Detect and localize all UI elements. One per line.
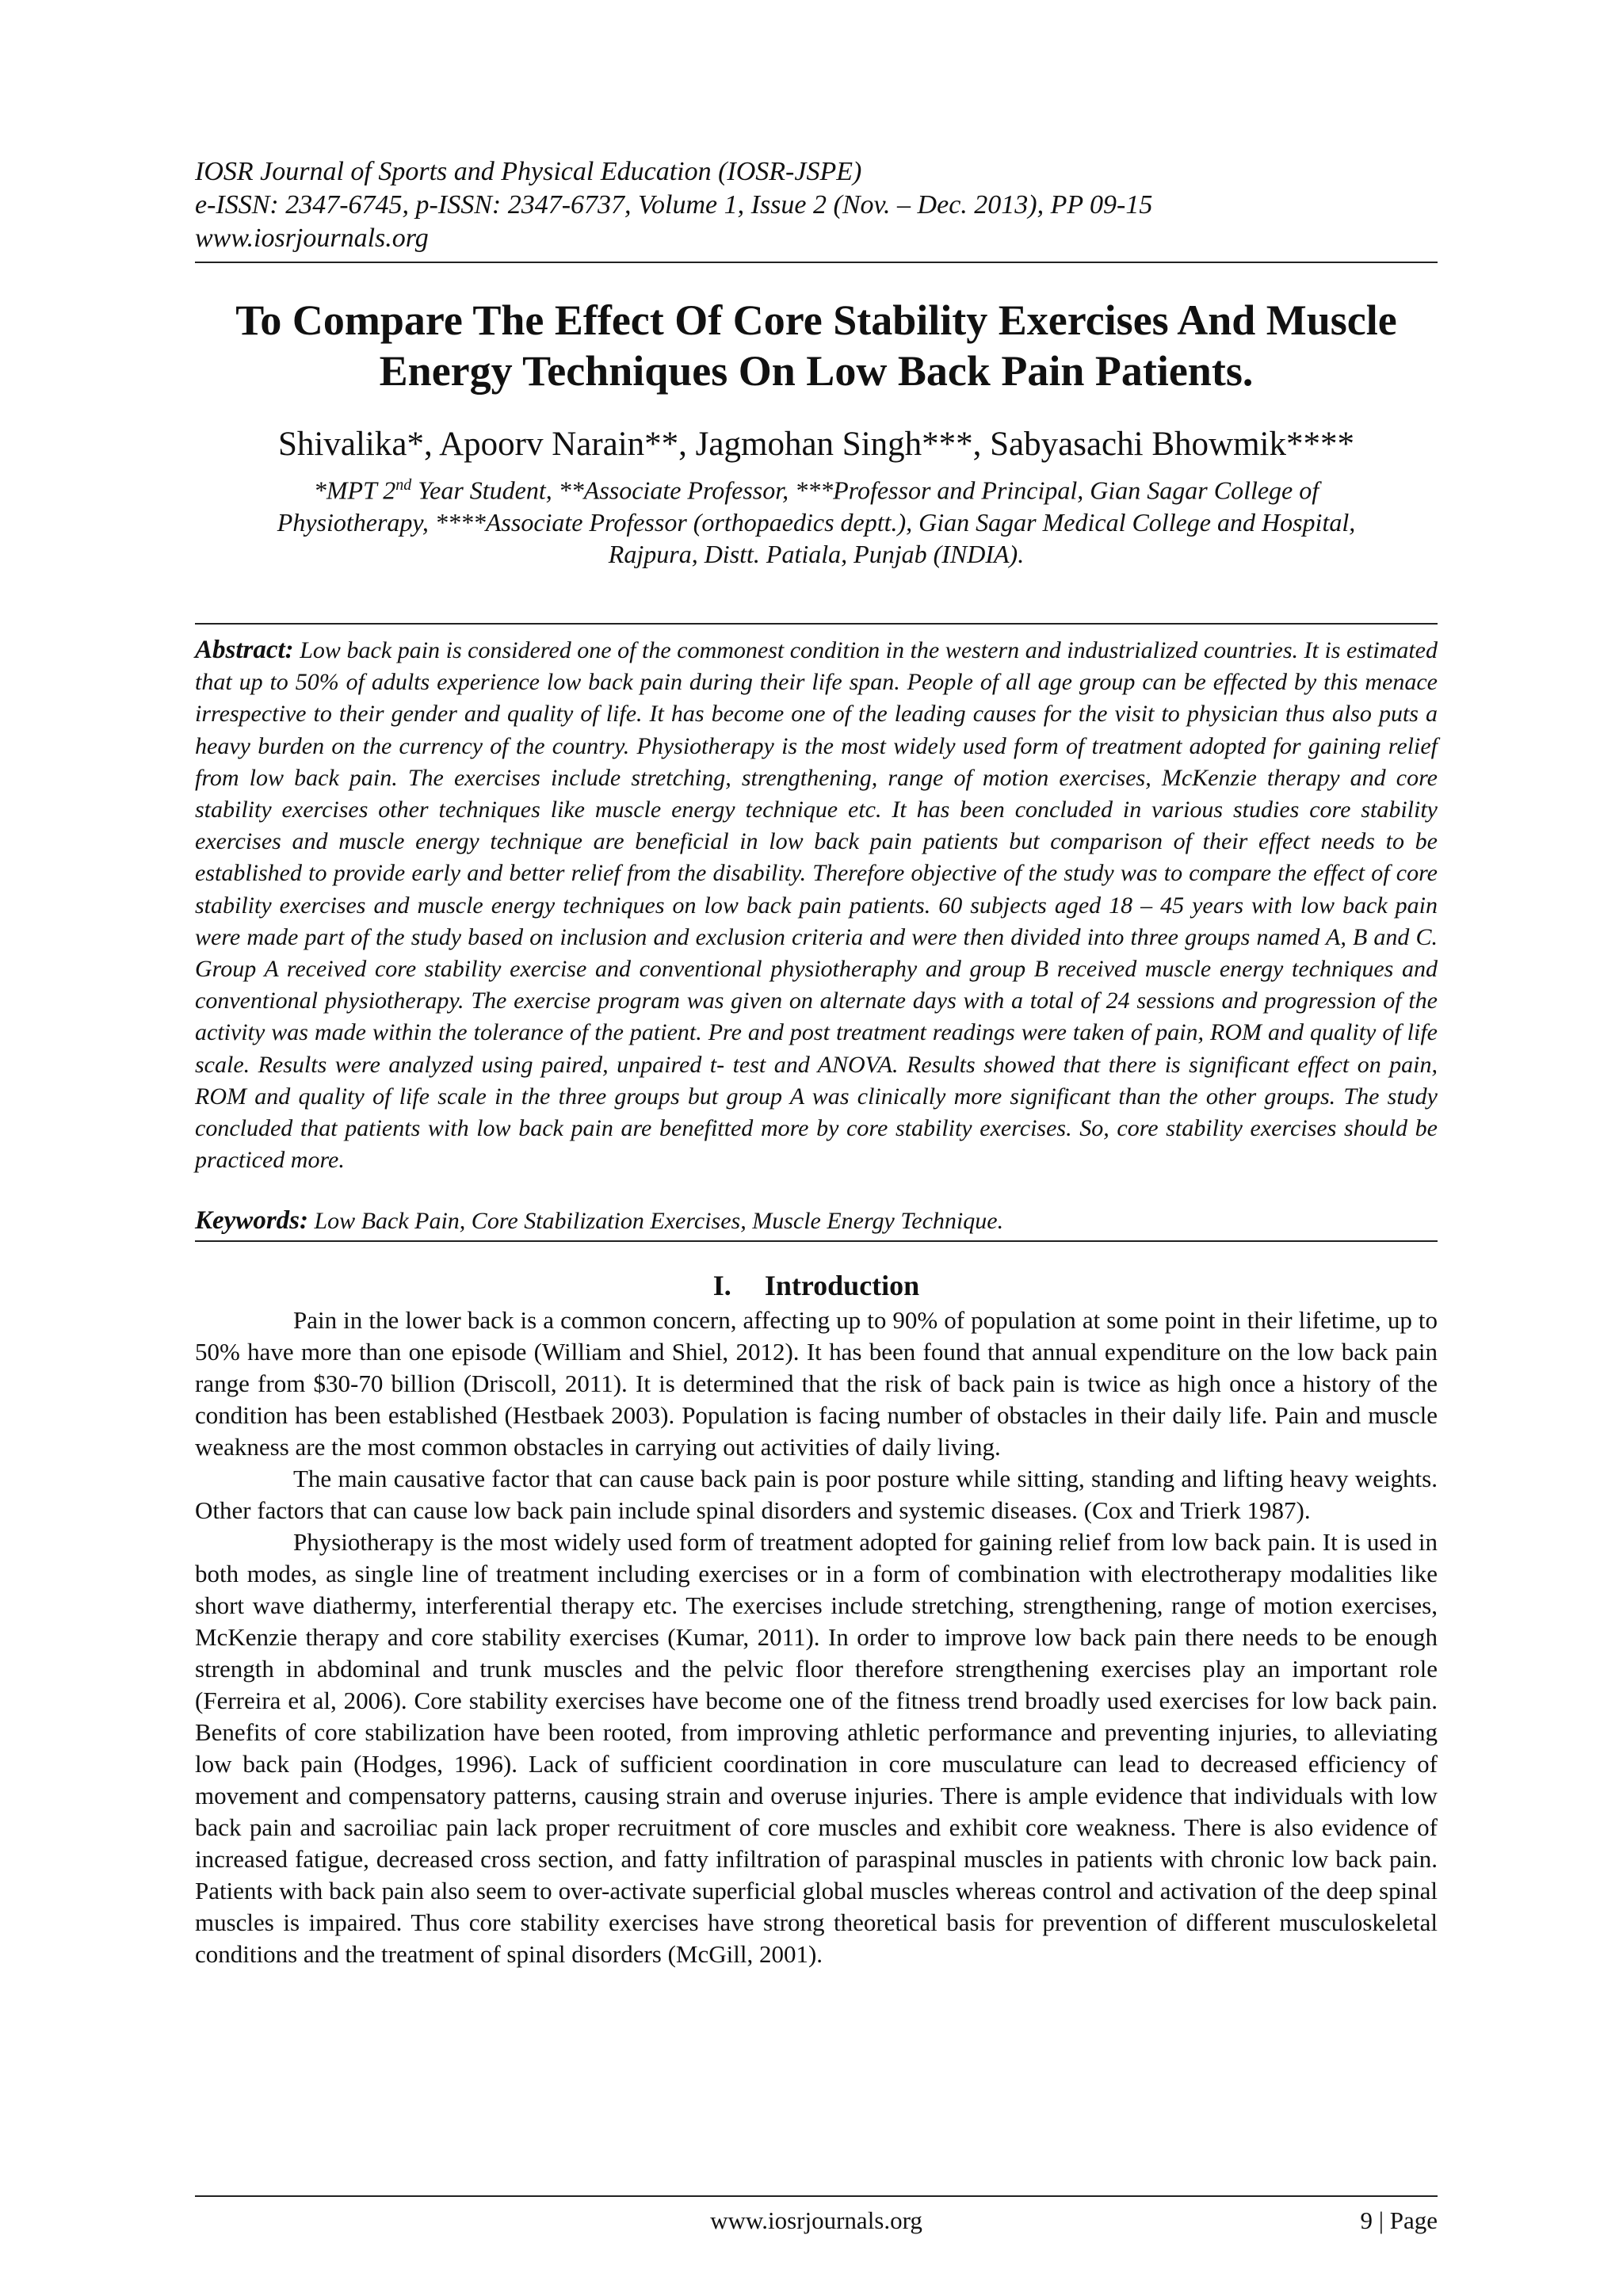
abstract-bottom-divider	[195, 1240, 1438, 1242]
paper-title	[195, 295, 1438, 396]
affiliation-rest: Year Student, **Associate Professor, ***Professor and Principal, Gian Sagar College of	[411, 476, 1319, 505]
paper-page	[195, 0, 1438, 2296]
paragraph: Pain in the lower back is a common concern, affecting up to 90% of population at some point in their lifetime, up to 50% have more than one episode (William and Shiel, 2012). It has been found that annual expenditure on the low back pain range from $30-70 billion (Driscoll, 2011). It is determined that the risk of back pain is twice as high once a history of the condition has been established (Hestbaek 2003). Population is facing number of obstacles in their daily life. Pain and muscle weakness are the most common obstacles in carrying out activities of daily living.	[195, 1306, 1438, 1461]
affiliation-superscript: nd	[395, 476, 412, 494]
journal-website[interactable]: www.iosrjournals.org	[195, 223, 429, 253]
keywords-text: Low Back Pain, Core Stabilization Exercises, Muscle Energy Technique.	[314, 1208, 1004, 1234]
journal-issn: e-ISSN: 2347-6745, p-ISSN: 2347-6737, Volume 1, Issue 2 (Nov. – Dec. 2013), PP 09-15	[195, 190, 1153, 220]
journal-name: IOSR Journal of Sports and Physical Education (IOSR-JSPE)	[195, 157, 862, 186]
header-divider	[195, 262, 1438, 263]
section-heading-introduction	[195, 1268, 1438, 1303]
affiliation-line-3: Rajpura, Distt. Patiala, Punjab (INDIA).	[608, 539, 1025, 568]
paragraph: The main causative factor that can cause back pain is poor posture while sitting, standing and lifting heavy weights. Other factors that can cause low back pain include spinal disorders and systemic diseases. (Cox and Trierk 1987).	[195, 1465, 1438, 1524]
affiliation-prefix: *MPT 2	[313, 476, 396, 505]
footer-website[interactable]: www.iosrjournals.org	[710, 2206, 922, 2234]
section-title: Introduction	[764, 1270, 920, 1301]
keywords	[195, 1205, 1438, 1237]
affiliation-line-2: Physiotherapy, ****Associate Professor (orthopaedics deptt.), Gian Sagar Medical College and Hospital,	[277, 507, 1356, 537]
keywords-label: Keywords:	[195, 1206, 308, 1235]
section-number: I.	[712, 1270, 731, 1301]
footer-divider	[195, 2195, 1438, 2197]
author-list: Shivalika*, Apoorv Narain**, Jagmohan Singh***, Sabyasachi Bhowmik****	[278, 426, 1354, 463]
abstract-label: Abstract:	[195, 636, 294, 664]
abstract	[195, 634, 1438, 1176]
page-number: 9 | Page	[1360, 2206, 1438, 2234]
affiliation-line-1	[195, 469, 1438, 506]
title-line-1: To Compare The Effect Of Core Stability Exercises And Muscle	[235, 296, 1397, 344]
abstract-text: Low back pain is considered one of the commonest condition in the western and industrialized countries. It is estimated that up to 50% of adults experience low back pain during their life span. People of all age group can be effected by this menace irrespective to their gender and quality of life. It has become one of the leading causes for the visit to physician thus also puts a heavy burden on the currency of the country. Physiotherapy is the most widely used form of treatment adopted for gaining relief from low back pain. The exercises include stretching, strengthening, range of motion exercises, McKenzie therapy and core stability exercises other techniques like muscle energy technique etc. It has been concluded in various studies core stability exercises and muscle energy technique are beneficial in low back pain patients but comparison of their effect needs to be established to provide early and better relief from the disability. Therefore objective of the study was to compare the effect of core stability exercises and muscle energy techniques on low back pain patients. 60 subjects aged 18 – 45 years with low back pain were made part of the study based on inclusion and exclusion criteria and were then divided into three groups named A, B and C. Group A received core stability exercise and conventional physiotheraphy and group B received muscle energy techniques and conventional physiotherapy. The exercise program was given on alternate days with a total of 24 sessions and progression of the activity was made within the tolerance of the patient. Pre and post treatment readings were taken of pain, ROM and quality of life scale. Results were analyzed using paired, unpaired t- test and ANOVA. Results showed that there is significant effect on pain, ROM and quality of life scale in the three groups but group A was clinically more significant than the other groups. The study concluded that patients with low back pain are benefitted more by core stability exercises. So, core stability exercises should be practiced more.	[195, 637, 1438, 1174]
paragraph: Physiotherapy is the most widely used form of treatment adopted for gaining relief from low back pain. It is used in both modes, as single line of treatment including exercises or in a form of combination with electrotherapy modalities like short wave diathermy, interferential therapy etc. The exercises include stretching, strengthening, range of motion exercises, McKenzie therapy and core stability exercises (Kumar, 2011). In order to improve low back pain there needs to be enough strength in abdominal and trunk muscles and the pelvic floor therefore strengthening exercises play an important role (Ferreira et al, 2006). Core stability exercises have become one of the fitness trend broadly used exercises for low back pain. Benefits of core stabilization have been rooted, from improving athletic performance and preventing injuries, to alleviating low back pain (Hodges, 1996). Lack of sufficient coordination in core musculature can lead to decreased efficiency of movement and compensatory patterns, causing strain and overuse injuries. There is ample evidence that individuals with low back pain and sacroiliac pain lack proper recruitment of core muscles and exhibit core weakness. There is also evidence of increased fatigue, decreased cross section, and fatty infiltration of paraspinal muscles in patients with chronic low back pain. Patients with back pain also seem to over-activate superficial global muscles whereas control and activation of the deep spinal muscles is impaired. Thus core stability exercises have strong theoretical basis for prevention of different musculoskeletal conditions and the treatment of spinal disorders (McGill, 2001).	[195, 1528, 1438, 1968]
introduction-body	[195, 1305, 1438, 1970]
journal-header	[195, 155, 1438, 255]
abstract-top-divider	[195, 623, 1438, 625]
affiliations	[195, 469, 1438, 570]
title-line-2: Energy Techniques On Low Back Pain Patients.	[379, 347, 1254, 395]
